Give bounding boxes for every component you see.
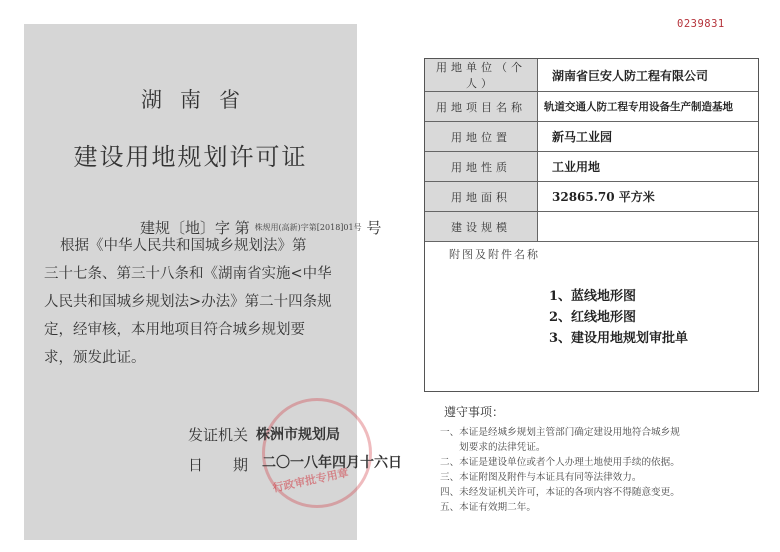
certificate-cover-page (24, 24, 402, 540)
issuer-label: 发证机关 (188, 426, 249, 444)
seal-text: 行政审批专用章 (271, 466, 350, 495)
row-value: 轨道交通人防工程专用设备生产制造基地 (538, 92, 759, 122)
land-info-table (425, 59, 758, 242)
issuer-value: 株洲市规划局 (256, 427, 340, 443)
row-label: 用地面积 (425, 182, 538, 212)
table-row (425, 212, 758, 242)
body-line-3: 人民共和国城乡规划法>办法》第二十四条规 (44, 294, 332, 310)
notice-item: 三、本证附图及附件与本证具有同等法律效力。 (440, 472, 642, 483)
table-row (425, 182, 758, 212)
body-line-2: 三十七条、第三十八条和《湖南省实施<中华 (44, 266, 332, 282)
row-label: 用地性质 (425, 152, 538, 182)
attachment-item: 3、建设用地规划审批单 (549, 331, 689, 346)
row-value (538, 212, 759, 242)
notice-item: 二、本证是建设单位或者个人办理土地使用手续的依据。 (440, 457, 680, 468)
permit-number-suffix: 号 (366, 219, 382, 237)
table-row (425, 122, 758, 152)
notice-item: 四、未经发证机关许可，本证的各项内容不得随意变更。 (440, 487, 680, 498)
notice-title: 遵守事项： (444, 405, 505, 419)
date-value: 二〇一八年四月十六日 (262, 455, 402, 471)
row-value: 工业用地 (538, 152, 759, 182)
certificate-title: 建设用地规划许可证 (73, 143, 308, 171)
table-row (425, 152, 758, 182)
notice-item: 五、本证有效期二年。 (440, 502, 536, 513)
date-label: 日期 (188, 456, 279, 474)
table-row (425, 59, 758, 92)
table-row (425, 92, 758, 122)
body-line-4: 定，经审核，本用地项目符合城乡规划要 (44, 322, 305, 338)
row-label: 用地位置 (425, 122, 538, 152)
row-label: 建设规模 (425, 212, 538, 242)
land-info-form (424, 58, 759, 392)
row-value: 新马工业园 (538, 122, 759, 152)
attachment-item: 2、红线地形图 (549, 310, 637, 325)
permit-number-prefix: 建规〔地〕字 第 (140, 219, 250, 237)
serial-number: 0239831 (677, 18, 725, 30)
province-title: 湖南省 (141, 88, 258, 112)
body-line-5: 求，颁发此证。 (44, 350, 146, 366)
body-line-1: 根据《中华人民共和国城乡规划法》第 (60, 238, 307, 254)
notice-item: 划要求的法律凭证。 (440, 442, 546, 453)
row-label: 用地项目名称 (425, 92, 538, 122)
row-value: 32865.70 平方米 (538, 182, 759, 212)
attachment-item: 1、蓝线地形图 (549, 289, 637, 304)
row-label: 用地单位（个人） (425, 59, 538, 92)
row-value: 湖南省巨安人防工程有限公司 (538, 59, 759, 92)
attachments-title: 附图及附件名称 (449, 248, 540, 261)
permit-number-value: 株规用(高新)字第[2018]01号 (254, 223, 362, 232)
notice-item: 一、本证是经城乡规划主管部门确定建设用地符合城乡规 (440, 427, 680, 438)
